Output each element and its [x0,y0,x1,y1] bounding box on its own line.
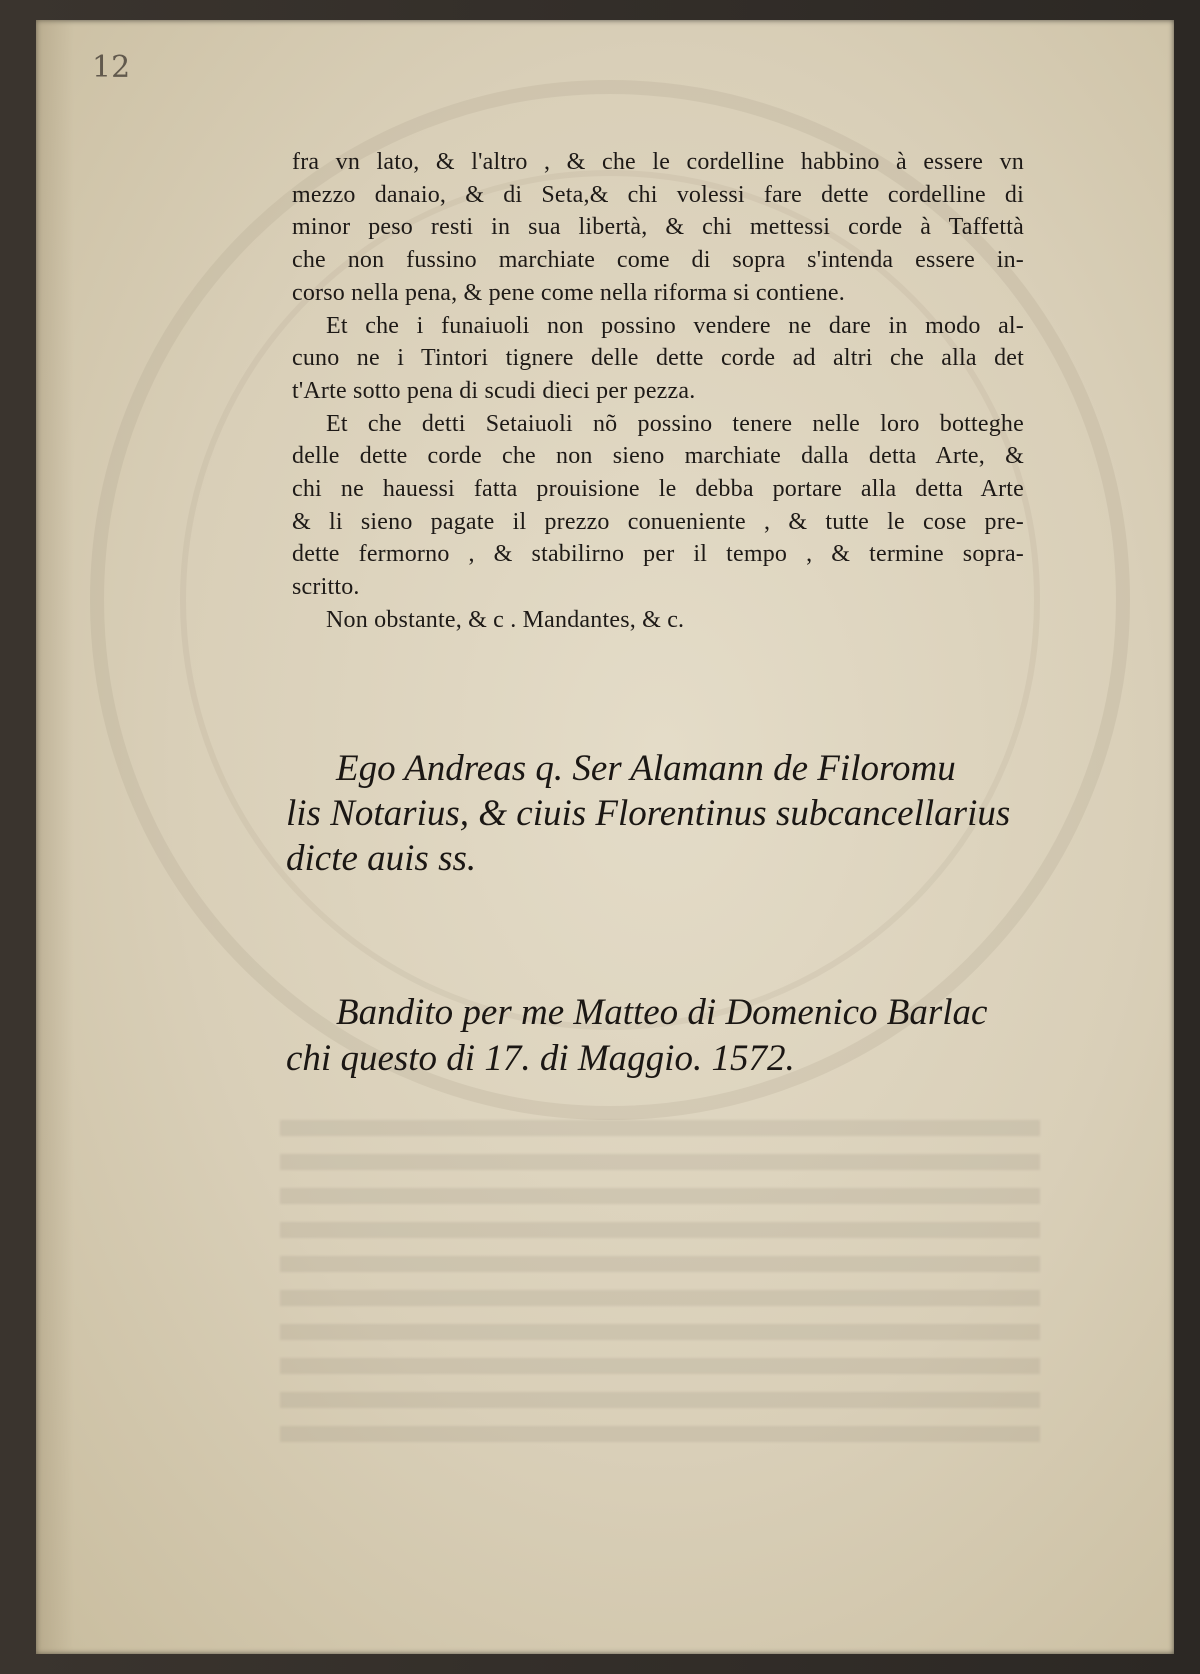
text-line: fra vn lato, & l'altro , & che le cordelline habbino à essere vn [292,149,1024,175]
text-line: corso nella pena, & pene come nella riforma si contiene. [292,279,845,306]
text-line: t'Arte sotto pena di scudi dieci per pezza. [292,377,696,404]
text-line: che non fussino marchiate come di sopra s'intenda essere in- [292,247,1024,274]
text-line: Et che detti Setaiuoli nõ possino tenere nelle loro botteghe [326,410,1024,437]
signature-line: dicte auis ss. [286,838,477,879]
decree-body-text [292,146,1024,637]
text-line: chi ne hauessi fatta prouisione le debba portare alla detta Arte [292,476,1024,503]
signature-line: lis Notarius, & ciuis Florentinus subcancellarius [286,793,1011,834]
proclamation-line: chi questo di 17. di Maggio. 1572. [286,1038,795,1079]
paper-left-edge [36,20,74,1654]
page-number: 12 [92,50,131,85]
text-line: Non obstante, & c . Mandantes, & c. [326,606,685,633]
reverse-side-show-through [280,1120,1040,1450]
text-line: dette fermorno , & stabilirno per il tempo , & termine sopra- [292,541,1024,568]
proclamation-note [286,990,1046,1082]
text-line: scritto. [292,574,360,601]
text-line: minor peso resti in sua libertà, & chi mettessi corde à Taffettà [292,214,1024,241]
notary-signature-block [286,746,1046,881]
text-line: cuno ne i Tintori tignere delle dette corde ad altri che alla det [292,345,1024,372]
text-line: & li sieno pagate il prezzo conueniente , & tutte le cose pre- [292,508,1024,535]
text-line: delle dette corde che non sieno marchiate dalla detta Arte, & [292,443,1024,470]
proclamation-line: Bandito per me Matteo di Domenico Barlac [336,992,988,1033]
text-line: mezzo danaio, & di Seta,& chi volessi fare dette cordelline di [292,181,1024,208]
text-line: Et che i funaiuoli non possino vendere ne dare in modo al- [326,312,1024,339]
signature-line: Ego Andreas q. Ser Alamann de Filoromu [336,748,956,789]
